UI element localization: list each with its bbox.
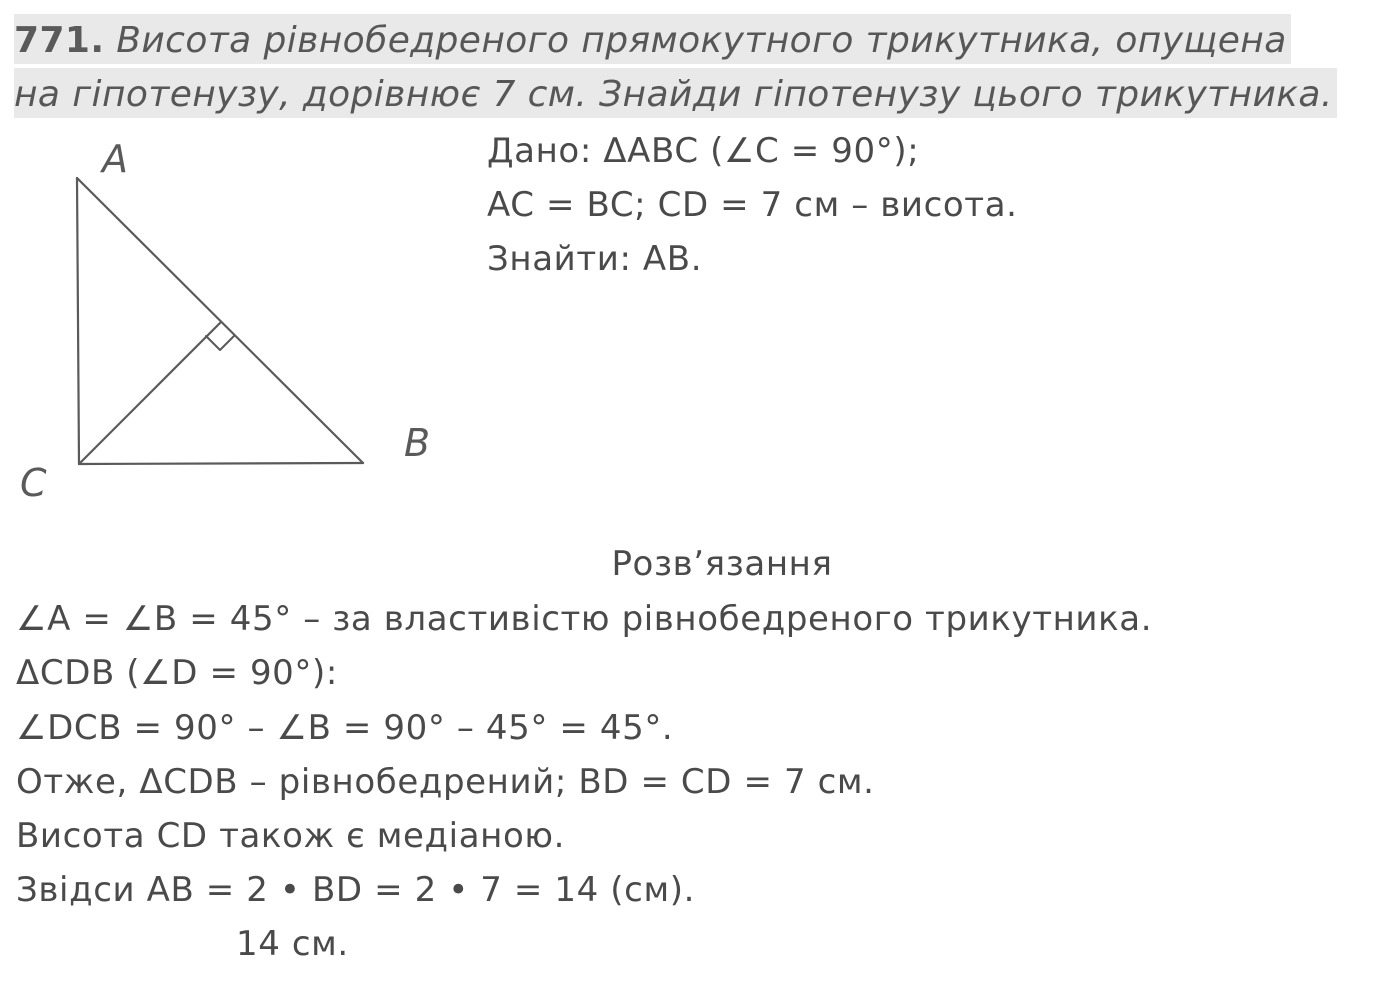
side-cb <box>79 463 363 464</box>
problem-line-2: на гіпотенузу, дорівнює 7 см. Знайди гіпотенузу цього трикутника. <box>14 68 1337 118</box>
right-angle-mark <box>206 336 234 350</box>
find-line: Знайти: AB. <box>487 239 703 279</box>
given-line-2: AC = BC; CD = 7 см – висота. <box>487 185 1018 225</box>
label-c: C <box>20 461 47 505</box>
problem-line-1 <box>14 14 1291 64</box>
solution-block <box>16 592 1152 918</box>
label-a: A <box>102 137 128 181</box>
solution-line: ∠A = ∠B = 45° – за властивістю рівнобедреного трикутника. <box>16 599 1153 639</box>
side-ac <box>77 178 79 464</box>
problem-statement <box>14 14 1384 122</box>
answer: 14 см. <box>236 924 349 964</box>
problem-text-1: Висота рівнобедреного прямокутного трикутника, опущена <box>104 20 1287 61</box>
solution-title: Розв’язання <box>611 544 833 584</box>
triangle-figure <box>14 130 464 520</box>
solution-line: Отже, ΔCDB – рівнобедрений; BD = CD = 7 см. <box>16 761 875 802</box>
label-b: B <box>404 421 431 465</box>
solution-line: Звідси AB = 2 • BD = 2 • 7 = 14 (см). <box>16 870 695 911</box>
given-block <box>487 124 1018 286</box>
altitude-cd <box>79 323 220 464</box>
solution-line: ∠DCB = 90° – ∠B = 90° – 45° = 45°. <box>16 707 674 748</box>
solution-line: Висота CD також є медіаною. <box>16 816 565 857</box>
given-line-1: Дано: ΔABC (∠C = 90°); <box>487 131 920 171</box>
hypotenuse-ab <box>77 178 363 463</box>
solution-line: ΔCDB (∠D = 90°): <box>16 653 338 694</box>
problem-number: 771. <box>14 20 105 61</box>
